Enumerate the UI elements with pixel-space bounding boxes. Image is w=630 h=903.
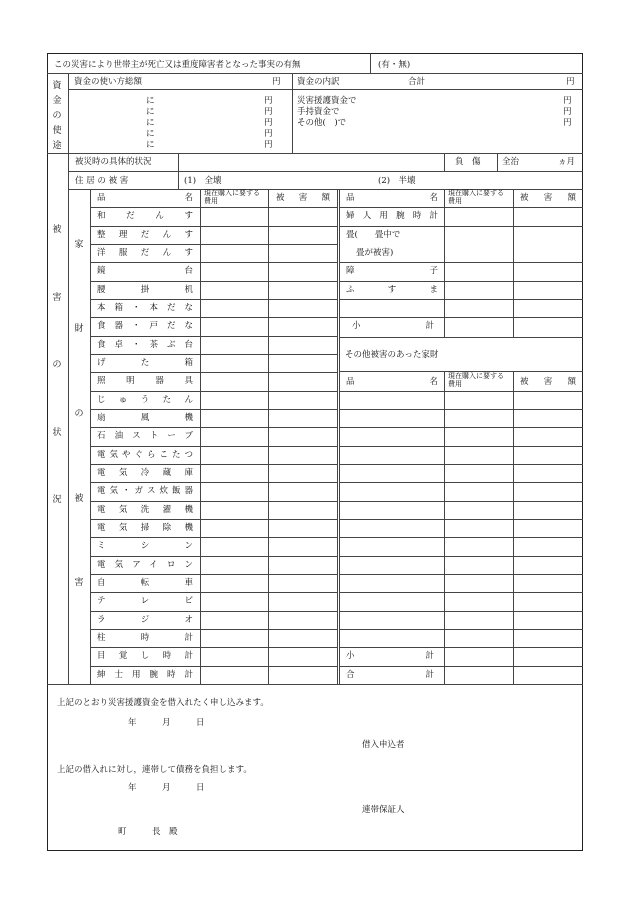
guarantee-date[interactable]: 年 月 日 — [128, 783, 205, 793]
residence-option-half[interactable]: (2) 半壊 — [378, 176, 416, 186]
list-item: 洋服だんす — [97, 248, 193, 258]
usage-total-yen[interactable]: 円 — [272, 77, 281, 87]
list-item: 鏡台 — [97, 266, 193, 276]
list-item: 整理だんす — [97, 230, 193, 240]
list-item: じゅうたん — [97, 395, 193, 405]
list-item: ふすま — [346, 285, 438, 295]
guarantor-label[interactable]: 連帯保証人 — [362, 805, 405, 815]
other-col-cost-header: 現在購入に要する費用 — [448, 372, 504, 388]
list-item: 腰掛机 — [97, 285, 193, 295]
residence-option-total[interactable]: (1) 全壊 — [184, 176, 222, 186]
list-item: 畳が被害) — [356, 248, 394, 258]
list-item: ミシン — [97, 541, 193, 551]
list-item: 電気アイロン — [97, 560, 193, 570]
list-item: 扇風機 — [97, 413, 193, 423]
breakdown-total-label: 合計 — [408, 77, 426, 87]
list-item: 電気・ガス炊飯器 — [97, 486, 193, 496]
left-col-amount-header: 被 害 額 — [276, 193, 330, 203]
list-item: 食器・戸だな — [97, 321, 193, 331]
list-item: 電気掃除機 — [97, 523, 193, 533]
list-item: ラジオ — [97, 615, 193, 625]
recovery-months[interactable]: ヵ月 — [558, 157, 576, 167]
list-item: 目覚し時計 — [97, 651, 193, 661]
right-col-cost-header: 現在購入に要する費用 — [448, 189, 504, 205]
list-item: 電気洗濯機 — [97, 505, 193, 515]
list-item: テレビ — [97, 596, 193, 606]
list-item: 小計 — [352, 321, 434, 331]
list-item: 食卓・茶ぶ台 — [97, 340, 193, 350]
other-subtotal-label: 小計 — [346, 651, 434, 661]
breakdown-label: 資金の内訳 — [297, 77, 340, 87]
addressee: 町 長 殿 — [118, 827, 178, 837]
right-col-amount-header: 被 害 額 — [520, 193, 576, 203]
application-statement: 上記のとおり災害援護資金を借入れたく申し込みます。 — [57, 698, 269, 708]
left-col-item-header: 品 名 — [97, 193, 193, 203]
left-col-cost-header: 現在購入に要する費用 — [204, 189, 260, 205]
list-item: 電気やぐらこたつ — [97, 450, 193, 460]
right-col-item-header: 品 名 — [346, 193, 438, 203]
other-goods-label: その他被害のあった家財 — [345, 350, 439, 360]
breakdown-total-yen[interactable]: 円 — [566, 77, 575, 87]
disability-question: この災害により世帯主が死亡又は重度障害者となった事実の有無 — [54, 60, 301, 70]
list-item: 柱時計 — [97, 633, 193, 643]
applicant-label[interactable]: 借入申込者 — [362, 740, 405, 750]
list-item: 本箱・本だな — [97, 303, 193, 313]
list-item: 婦人用腕時計 — [346, 211, 438, 221]
residence-damage-label: 住 居 の 被 害 — [75, 176, 129, 186]
disability-answer[interactable]: (有・無) — [378, 60, 411, 70]
list-item: 石油ストーブ — [97, 431, 193, 441]
other-col-amount-header: 被 害 額 — [520, 377, 576, 387]
recovery-label: 全治 — [502, 157, 520, 167]
application-date[interactable]: 年 月 日 — [128, 718, 205, 728]
list-item: げた箱 — [97, 358, 193, 368]
list-item: 紳士用腕時計 — [97, 670, 193, 680]
injury-label: 負 傷 — [455, 157, 481, 167]
other-col-item-header: 品 名 — [346, 377, 438, 387]
list-item: 畳( 畳中で — [346, 230, 401, 240]
list-item: 和だんす — [97, 211, 193, 221]
list-item: 電気冷蔵庫 — [97, 468, 193, 478]
usage-total-label: 資金の使い方総額 — [74, 77, 143, 87]
list-item: 自転車 — [97, 578, 193, 588]
grand-total-label: 合計 — [346, 670, 434, 680]
guarantee-statement: 上記の借入れに対し，連帯して債務を負担します。 — [57, 765, 252, 775]
situation-label: 被災時の具体的状況 — [75, 157, 152, 167]
list-item: 照明器具 — [97, 376, 193, 386]
list-item: 障子 — [346, 266, 438, 276]
